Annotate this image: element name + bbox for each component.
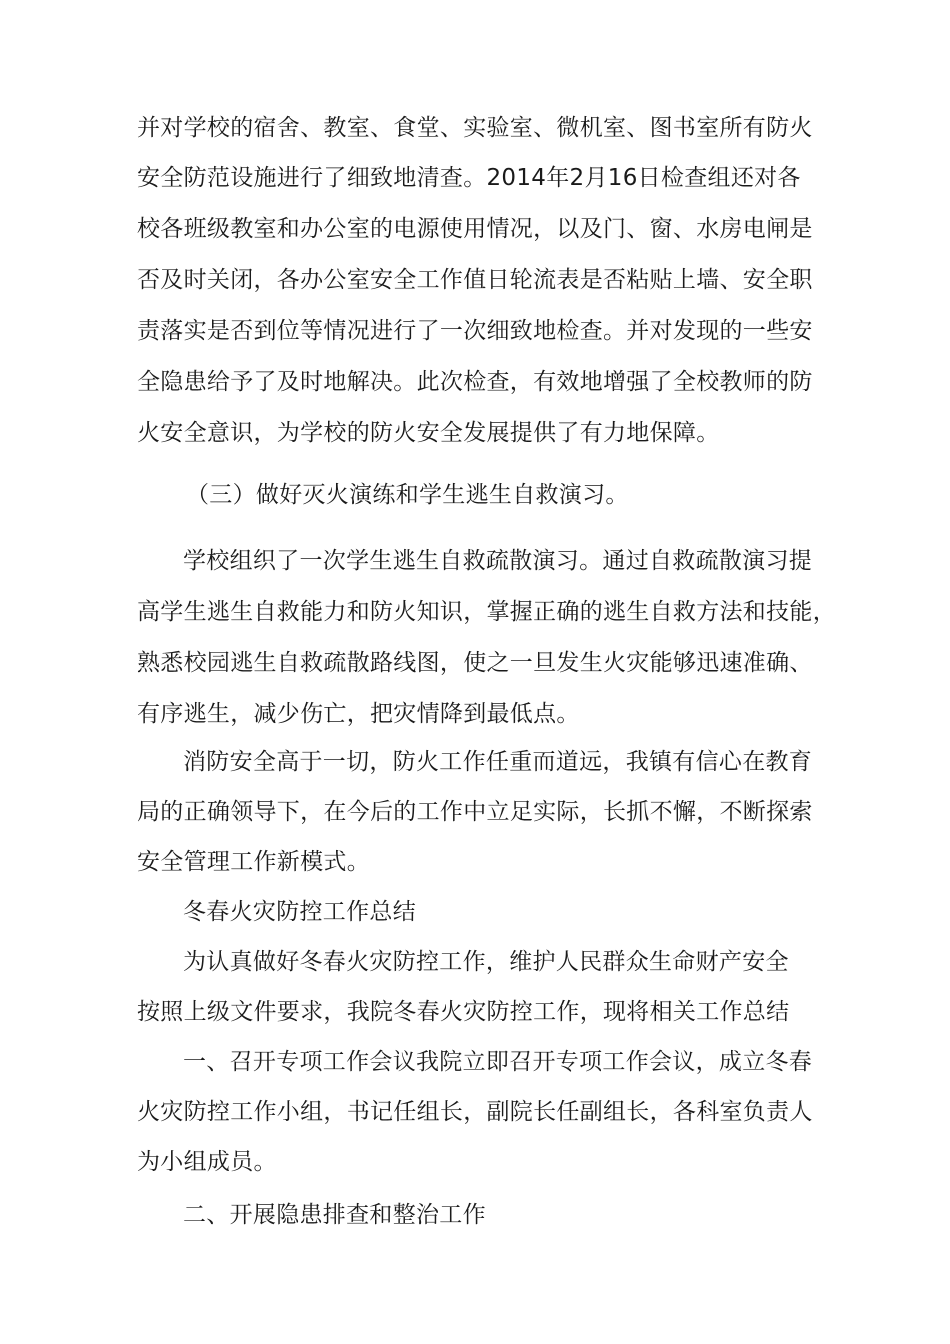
body-text-line: 局的正确领导下，在今后的工作中立足实际，长抓不懈，不断探索 bbox=[137, 799, 813, 825]
paragraph-start-line: 为认真做好冬春火灾防控工作，维护人民群众生命财产安全 bbox=[183, 949, 789, 975]
body-text-line: 责落实是否到位等情况进行了一次细致地检查。并对发现的一些安 bbox=[137, 318, 813, 344]
body-text-line: 校各班级教室和办公室的电源使用情况，以及门、窗、水房电闸是 bbox=[137, 216, 813, 242]
body-text-line: 有序逃生，减少伤亡，把灾情降到最低点。 bbox=[137, 701, 580, 727]
body-text-line: 火灾防控工作小组，书记任组长，副院长任副组长，各科室负责人 bbox=[137, 1099, 813, 1125]
body-text-line: 安全管理工作新模式。 bbox=[137, 849, 370, 875]
body-text-line: 安全防范设施进行了细致地清查。2014年2月16日检查组还对各 bbox=[137, 165, 801, 191]
summary-title: 冬春火灾防控工作总结 bbox=[183, 899, 416, 925]
section-heading: （三）做好灭火演练和学生逃生自救演习。 bbox=[186, 482, 629, 508]
body-text-line: 火安全意识，为学校的防火安全发展提供了有力地保障。 bbox=[137, 420, 720, 446]
paragraph-start-line: 一、召开专项工作会议我院立即召开专项工作会议，成立冬春 bbox=[183, 1049, 813, 1075]
paragraph-start-line: 学校组织了一次学生逃生自救疏散演习。通过自救疏散演习提 bbox=[183, 548, 813, 574]
body-text-line: 为小组成员。 bbox=[137, 1149, 277, 1175]
body-text-line: 否及时关闭，各办公室安全工作值日轮流表是否粘贴上墙、安全职 bbox=[137, 267, 813, 293]
body-text-line: 高学生逃生自救能力和防火知识，掌握正确的逃生自救方法和技能， bbox=[137, 599, 836, 625]
body-text-line: 并对学校的宿舍、教室、食堂、实验室、微机室、图书室所有防火 bbox=[137, 115, 813, 141]
body-text-line: 熟悉校园逃生自救疏散路线图，使之一旦发生火灾能够迅速准确、 bbox=[137, 650, 813, 676]
paragraph-start-line: 消防安全高于一切，防火工作任重而道远，我镇有信心在教育 bbox=[183, 749, 813, 775]
section-heading: 二、开展隐患排查和整治工作 bbox=[183, 1202, 486, 1228]
body-text-line: 按照上级文件要求，我院冬春火灾防控工作，现将相关工作总结 bbox=[137, 999, 790, 1025]
body-text-line: 全隐患给予了及时地解决。此次检查，有效地增强了全校教师的防 bbox=[137, 369, 813, 395]
